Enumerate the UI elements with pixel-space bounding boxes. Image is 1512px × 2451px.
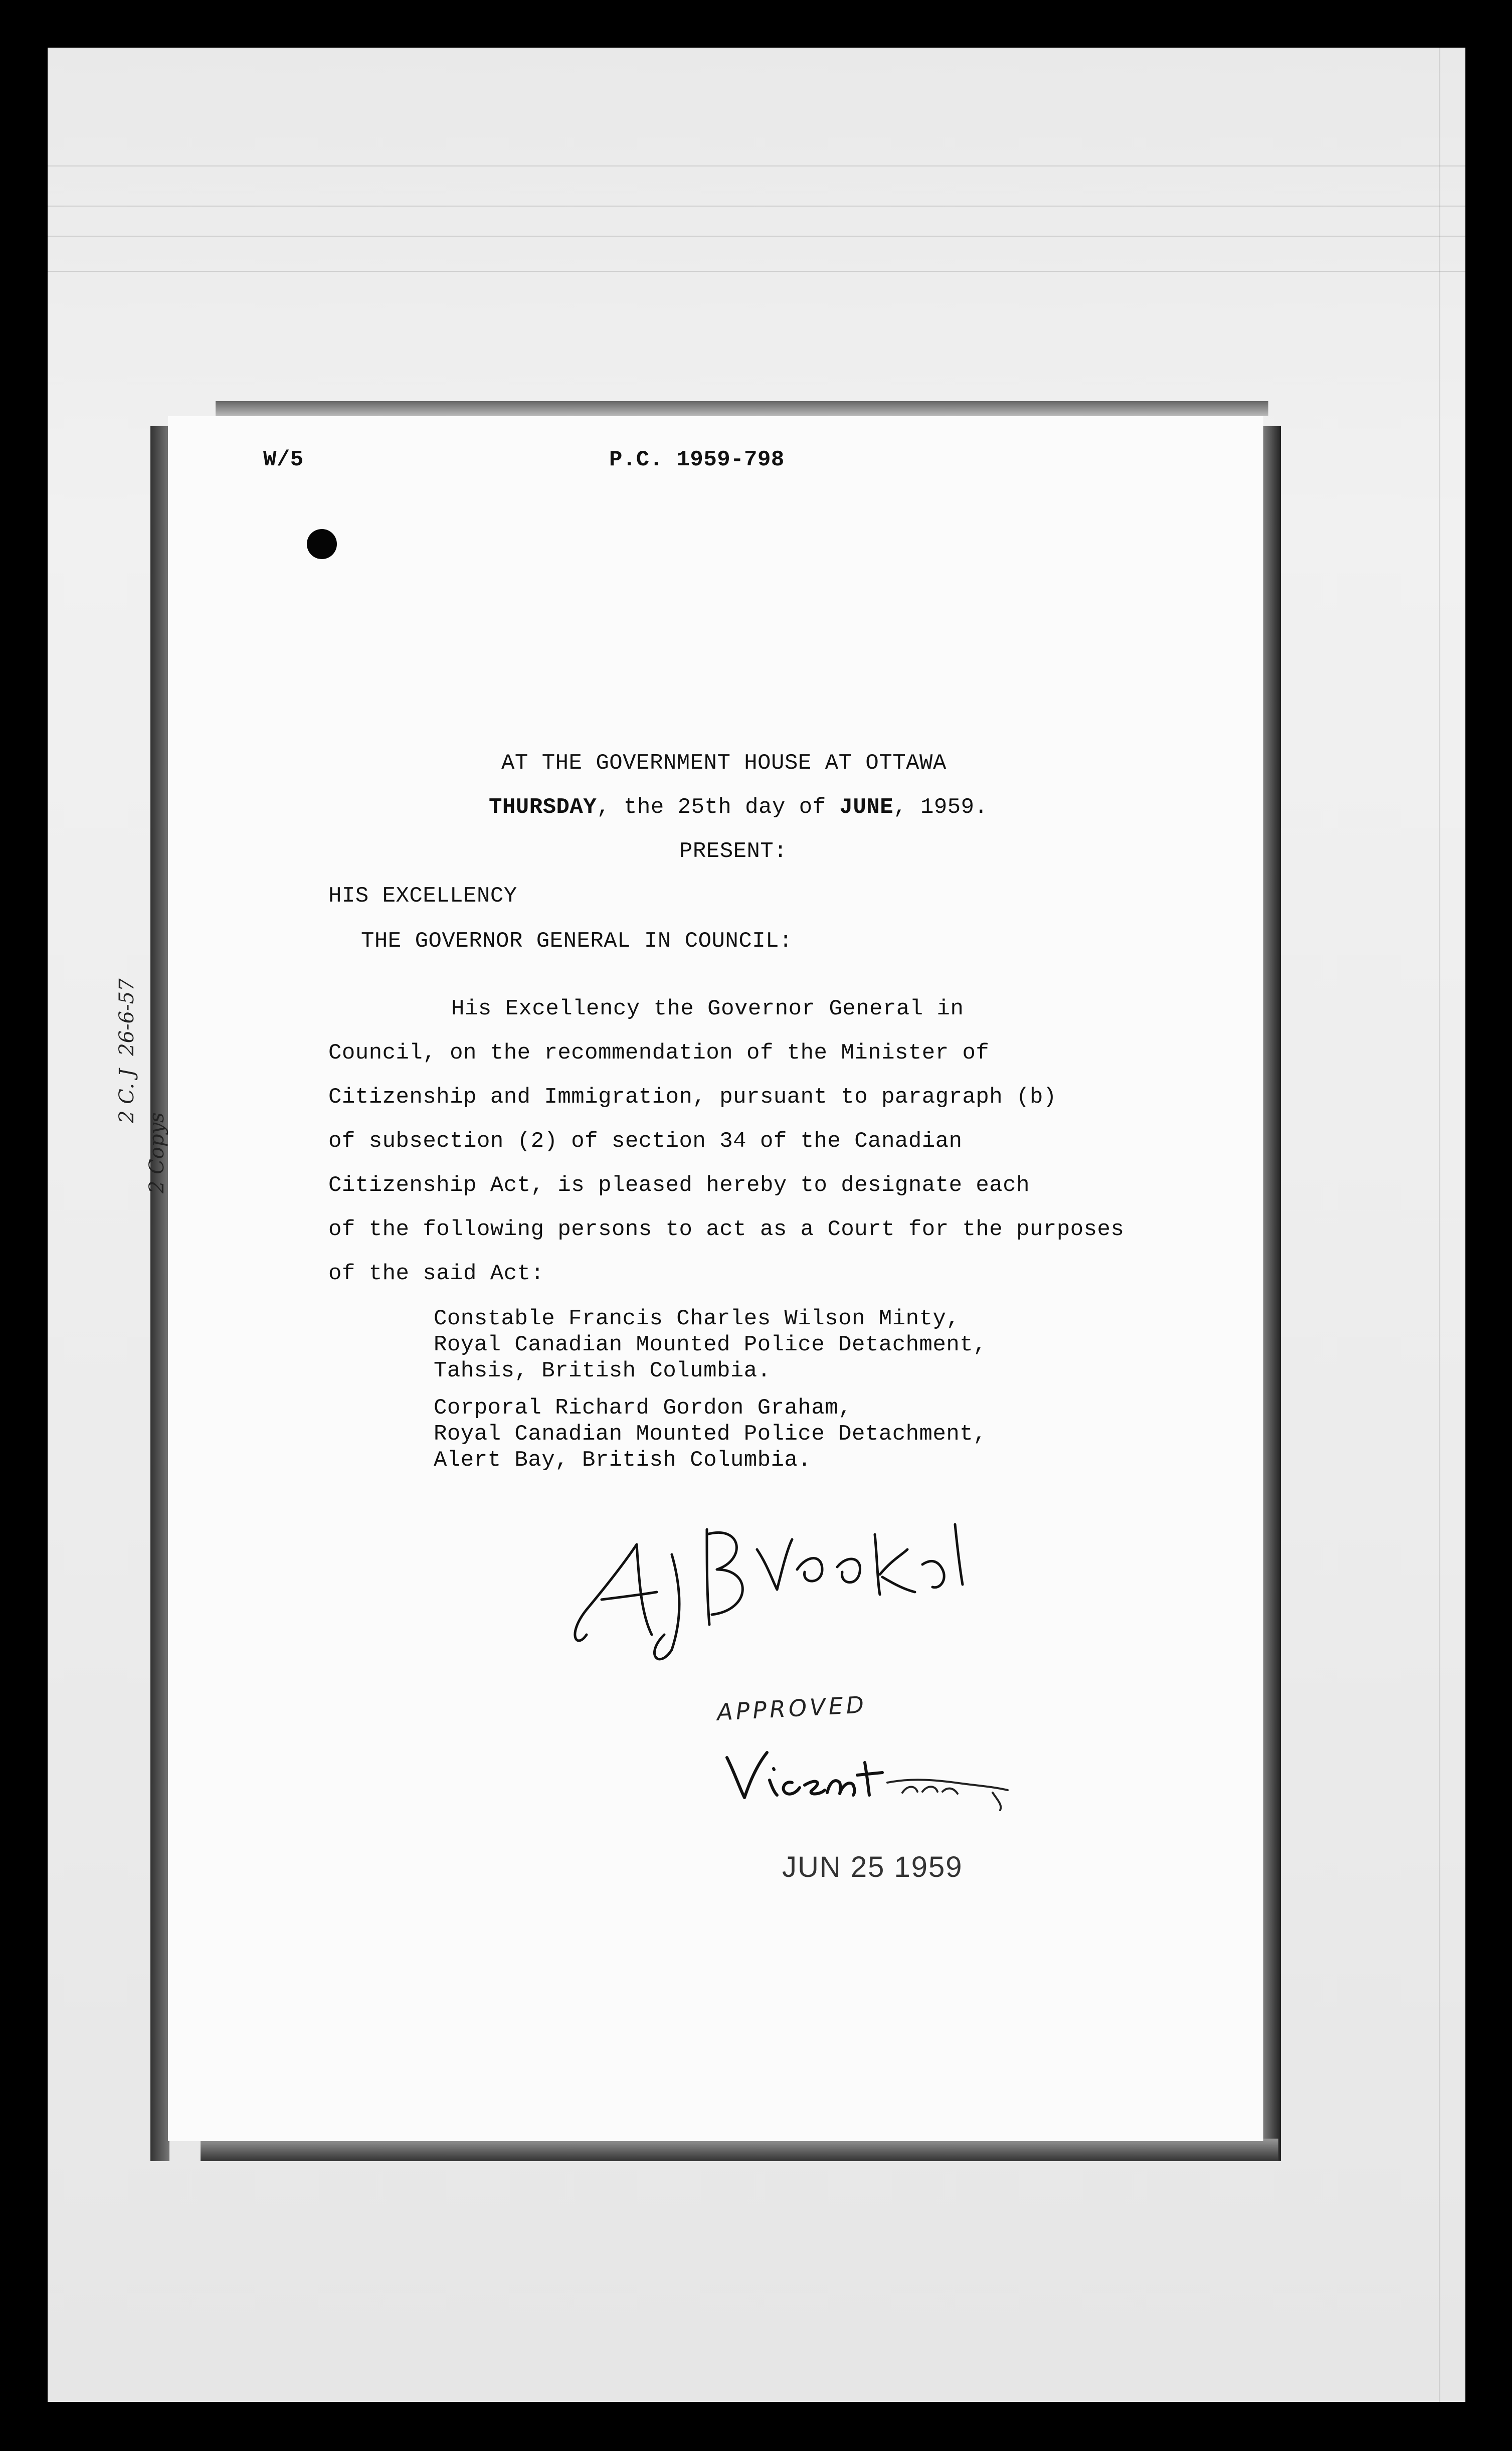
body-line: of subsection (2) of section 34 of the Canadian: [328, 1129, 963, 1154]
body-line: Citizenship and Immigration, pursuant to paragraph (b): [328, 1085, 1057, 1110]
approved-label: APPROVED: [716, 1691, 868, 1726]
designee-2-name: Corporal Richard Gordon Graham,: [434, 1395, 852, 1421]
punch-hole: [307, 529, 337, 559]
sheet-edge-bottom: [201, 2139, 1278, 2161]
sheet-edge-left: [150, 426, 169, 2161]
body-line: Council, on the recommendation of the Minister of: [328, 1040, 990, 1066]
order-number: P.C. 1959-798: [609, 447, 785, 472]
body-line: of the following persons to act as a Court for the purposes: [328, 1217, 1124, 1242]
approval-date-stamp: JUN 25 1959: [782, 1851, 963, 1883]
addressee-line-1: HIS EXCELLENCY: [328, 884, 517, 909]
body-line: His Excellency the Governor General in: [451, 996, 964, 1021]
designee-1-name: Constable Francis Charles Wilson Minty,: [434, 1306, 960, 1331]
body-line: Citizenship Act, is pleased hereby to designate each: [328, 1173, 1030, 1198]
designee-1-place: Tahsis, British Columbia.: [434, 1358, 771, 1383]
scan-streak: [48, 165, 1465, 166]
date-day: THURSDAY: [489, 795, 597, 820]
date-line: [489, 796, 988, 818]
scan-streak: [48, 206, 1465, 207]
scan-streak: [1439, 48, 1440, 2402]
scan-streak: [48, 271, 1465, 272]
designee-2-unit: Royal Canadian Mounted Police Detachment,: [434, 1422, 987, 1447]
addressee-line-2: THE GOVERNOR GENERAL IN COUNCIL:: [361, 929, 793, 954]
date-mid: , the 25th day of: [597, 795, 840, 820]
margin-note-1: 2 C. J 26-6-57: [115, 978, 138, 1123]
margin-note-2: 2 Copys: [145, 1112, 168, 1193]
sheet-edge-top: [216, 401, 1268, 416]
location-line: AT THE GOVERNMENT HOUSE AT OTTAWA: [501, 751, 947, 776]
date-month: JUNE: [839, 795, 894, 820]
date-year: , 1959.: [893, 795, 988, 820]
designee-2-place: Alert Bay, British Columbia.: [434, 1448, 812, 1473]
designee-1-unit: Royal Canadian Mounted Police Detachment,: [434, 1332, 987, 1357]
sheet-edge-right: [1261, 426, 1281, 2161]
present-label: PRESENT:: [679, 839, 788, 864]
file-reference: W/5: [263, 447, 304, 472]
clerk-signature: [556, 1484, 998, 1675]
governor-general-signature: [722, 1737, 1018, 1813]
scan-streak: [48, 236, 1465, 237]
body-line: of the said Act:: [328, 1261, 544, 1286]
